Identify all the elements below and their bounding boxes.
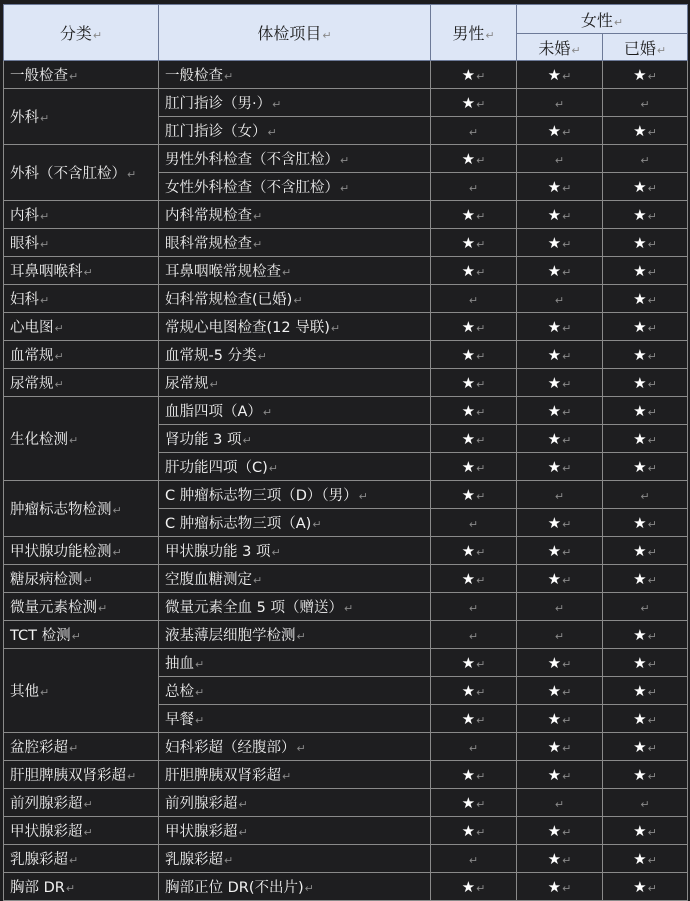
unmarried-mark-cell: ★↵ xyxy=(517,873,603,901)
exam-item-cell: 肾功能 3 项↵ xyxy=(159,425,431,453)
married-mark-cell: ↵ xyxy=(603,89,688,117)
category-cell: 前列腺彩超↵ xyxy=(4,789,159,817)
married-mark-cell: ★↵ xyxy=(603,453,688,481)
category-cell: 尿常规↵ xyxy=(4,369,159,397)
category-cell: 糖尿病检测↵ xyxy=(4,565,159,593)
unmarried-mark-cell: ↵ xyxy=(517,481,603,509)
unmarried-mark-cell: ↵ xyxy=(517,285,603,313)
star-icon: ★ xyxy=(633,681,647,700)
male-mark-cell: ★↵ xyxy=(431,229,517,257)
table-row xyxy=(4,89,688,117)
category-cell: 乳腺彩超↵ xyxy=(4,845,159,873)
star-icon: ★ xyxy=(461,65,476,84)
exam-item-cell: 妇科彩超（经腹部）↵ xyxy=(159,733,431,761)
exam-item-cell: 甲状腺功能 3 项↵ xyxy=(159,537,431,565)
exam-item-cell: 血常规-5 分类↵ xyxy=(159,341,431,369)
exam-item-cell: 女性外科检查（不含肛检）↵ xyxy=(159,173,431,201)
male-mark-cell: ★↵ xyxy=(431,61,517,89)
table-row xyxy=(4,733,688,761)
star-icon: ★ xyxy=(461,429,476,448)
married-mark-cell: ↵ xyxy=(603,789,688,817)
star-icon: ★ xyxy=(547,569,562,588)
category-cell: 肿瘤标志物检测↵ xyxy=(4,481,159,537)
male-mark-cell: ★↵ xyxy=(431,761,517,789)
category-cell: 内科↵ xyxy=(4,201,159,229)
star-icon: ★ xyxy=(547,205,562,224)
exam-item-cell: C 肿瘤标志物三项（A)↵ xyxy=(159,509,431,537)
star-icon: ★ xyxy=(633,261,647,280)
married-mark-cell: ↵ xyxy=(603,593,688,621)
star-icon: ★ xyxy=(633,765,647,784)
exam-item-cell: 内科常规检查↵ xyxy=(159,201,431,229)
male-mark-cell: ★↵ xyxy=(431,453,517,481)
star-icon: ★ xyxy=(461,233,476,252)
married-mark-cell: ★↵ xyxy=(603,425,688,453)
male-mark-cell: ★↵ xyxy=(431,817,517,845)
male-mark-cell: ↵ xyxy=(431,285,517,313)
star-icon: ★ xyxy=(633,401,647,420)
male-mark-cell: ★↵ xyxy=(431,677,517,705)
unmarried-mark-cell: ★↵ xyxy=(517,229,603,257)
married-mark-cell: ★↵ xyxy=(603,341,688,369)
star-icon: ★ xyxy=(461,569,476,588)
unmarried-mark-cell: ↵ xyxy=(517,789,603,817)
category-cell: 眼科↵ xyxy=(4,229,159,257)
star-icon: ★ xyxy=(633,625,647,644)
star-icon: ★ xyxy=(461,765,476,784)
star-icon: ★ xyxy=(633,877,647,896)
category-cell: 甲状腺彩超↵ xyxy=(4,817,159,845)
star-icon: ★ xyxy=(461,457,476,476)
male-mark-cell: ★↵ xyxy=(431,481,517,509)
star-icon: ★ xyxy=(547,261,562,280)
unmarried-mark-cell: ★↵ xyxy=(517,845,603,873)
category-cell: TCT 检测↵ xyxy=(4,621,159,649)
star-icon: ★ xyxy=(547,429,562,448)
unmarried-mark-cell: ★↵ xyxy=(517,705,603,733)
table-row xyxy=(4,621,688,649)
exam-items-table xyxy=(3,4,688,901)
exam-item-cell: 一般检查↵ xyxy=(159,61,431,89)
table-row xyxy=(4,817,688,845)
star-icon: ★ xyxy=(461,709,476,728)
star-icon: ★ xyxy=(547,345,562,364)
table-row xyxy=(4,257,688,285)
category-cell: 甲状腺功能检测↵ xyxy=(4,537,159,565)
male-mark-cell: ★↵ xyxy=(431,341,517,369)
table-row xyxy=(4,313,688,341)
unmarried-header: 未婚↵ xyxy=(517,34,603,61)
male-mark-cell: ↵ xyxy=(431,845,517,873)
star-icon: ★ xyxy=(461,793,476,812)
table-row xyxy=(4,397,688,425)
star-icon: ★ xyxy=(633,513,647,532)
star-icon: ★ xyxy=(547,681,562,700)
category-cell: 盆腔彩超↵ xyxy=(4,733,159,761)
star-icon: ★ xyxy=(633,653,647,672)
unmarried-mark-cell: ★↵ xyxy=(517,565,603,593)
married-mark-cell: ★↵ xyxy=(603,397,688,425)
male-mark-cell: ↵ xyxy=(431,173,517,201)
exam-item-cell: 早餐↵ xyxy=(159,705,431,733)
married-mark-cell: ★↵ xyxy=(603,761,688,789)
star-icon: ★ xyxy=(461,93,476,112)
married-mark-cell: ★↵ xyxy=(603,117,688,145)
male-mark-cell: ★↵ xyxy=(431,873,517,901)
unmarried-mark-cell: ★↵ xyxy=(517,817,603,845)
table-header xyxy=(4,5,688,61)
female-header: 女性↵ xyxy=(517,5,688,34)
married-mark-cell: ↵ xyxy=(603,145,688,173)
star-icon: ★ xyxy=(547,317,562,336)
table-row xyxy=(4,789,688,817)
table-row xyxy=(4,145,688,173)
star-icon: ★ xyxy=(547,709,562,728)
star-icon: ★ xyxy=(547,457,562,476)
star-icon: ★ xyxy=(461,541,476,560)
star-icon: ★ xyxy=(547,541,562,560)
category-cell: 妇科↵ xyxy=(4,285,159,313)
exam-item-cell: 甲状腺彩超↵ xyxy=(159,817,431,845)
exam-item-cell: 胸部正位 DR(不出片)↵ xyxy=(159,873,431,901)
category-cell: 外科（不含肛检）↵ xyxy=(4,145,159,201)
unmarried-mark-cell: ★↵ xyxy=(517,509,603,537)
unmarried-mark-cell: ★↵ xyxy=(517,173,603,201)
exam-item-header: 体检项目↵ xyxy=(159,5,431,61)
star-icon: ★ xyxy=(633,849,647,868)
table-row xyxy=(4,845,688,873)
exam-item-cell: 妇科常规检查(已婚)↵ xyxy=(159,285,431,313)
male-mark-cell: ↵ xyxy=(431,117,517,145)
unmarried-mark-cell: ★↵ xyxy=(517,369,603,397)
unmarried-mark-cell: ★↵ xyxy=(517,397,603,425)
married-mark-cell: ★↵ xyxy=(603,229,688,257)
table-row xyxy=(4,565,688,593)
married-mark-cell: ★↵ xyxy=(603,537,688,565)
married-mark-cell: ★↵ xyxy=(603,285,688,313)
married-mark-cell: ★↵ xyxy=(603,257,688,285)
category-cell: 耳鼻咽喉科↵ xyxy=(4,257,159,285)
star-icon: ★ xyxy=(461,821,476,840)
unmarried-mark-cell: ★↵ xyxy=(517,453,603,481)
star-icon: ★ xyxy=(461,205,476,224)
unmarried-mark-cell: ★↵ xyxy=(517,341,603,369)
male-mark-cell: ★↵ xyxy=(431,145,517,173)
category-cell: 其他↵ xyxy=(4,649,159,733)
married-mark-cell: ★↵ xyxy=(603,621,688,649)
category-cell: 心电图↵ xyxy=(4,313,159,341)
star-icon: ★ xyxy=(461,373,476,392)
star-icon: ★ xyxy=(461,653,476,672)
star-icon: ★ xyxy=(633,429,647,448)
star-icon: ★ xyxy=(461,345,476,364)
category-header: 分类↵ xyxy=(4,5,159,61)
unmarried-mark-cell: ★↵ xyxy=(517,61,603,89)
married-header: 已婚↵ xyxy=(603,34,688,61)
star-icon: ★ xyxy=(461,261,476,280)
exam-item-cell: 肛门指诊（男·）↵ xyxy=(159,89,431,117)
exam-item-cell: 肝胆脾胰双肾彩超↵ xyxy=(159,761,431,789)
male-mark-cell: ★↵ xyxy=(431,201,517,229)
table-row xyxy=(4,593,688,621)
married-mark-cell: ★↵ xyxy=(603,705,688,733)
star-icon: ★ xyxy=(633,373,647,392)
star-icon: ★ xyxy=(547,65,562,84)
married-mark-cell: ★↵ xyxy=(603,873,688,901)
star-icon: ★ xyxy=(547,121,562,140)
star-icon: ★ xyxy=(461,149,476,168)
star-icon: ★ xyxy=(461,317,476,336)
exam-item-cell: C 肿瘤标志物三项（D）（男）↵ xyxy=(159,481,431,509)
star-icon: ★ xyxy=(461,401,476,420)
table-row xyxy=(4,537,688,565)
star-icon: ★ xyxy=(461,681,476,700)
star-icon: ★ xyxy=(547,765,562,784)
exam-item-cell: 尿常规↵ xyxy=(159,369,431,397)
star-icon: ★ xyxy=(633,121,647,140)
male-mark-cell: ★↵ xyxy=(431,313,517,341)
exam-item-cell: 微量元素全血 5 项（赠送）↵ xyxy=(159,593,431,621)
male-mark-cell: ★↵ xyxy=(431,257,517,285)
table-row xyxy=(4,61,688,89)
star-icon: ★ xyxy=(461,877,476,896)
unmarried-mark-cell: ↵ xyxy=(517,145,603,173)
exam-item-cell: 乳腺彩超↵ xyxy=(159,845,431,873)
table-row xyxy=(4,229,688,257)
male-header: 男性↵ xyxy=(431,5,517,61)
table-row xyxy=(4,341,688,369)
unmarried-mark-cell: ★↵ xyxy=(517,537,603,565)
exam-item-cell: 肝功能四项（C)↵ xyxy=(159,453,431,481)
exam-item-cell: 前列腺彩超↵ xyxy=(159,789,431,817)
category-cell: 胸部 DR↵ xyxy=(4,873,159,901)
star-icon: ★ xyxy=(633,345,647,364)
star-icon: ★ xyxy=(633,457,647,476)
unmarried-mark-cell: ★↵ xyxy=(517,313,603,341)
exam-item-cell: 眼科常规检查↵ xyxy=(159,229,431,257)
table-row xyxy=(4,481,688,509)
star-icon: ★ xyxy=(547,233,562,252)
star-icon: ★ xyxy=(547,737,562,756)
married-mark-cell: ★↵ xyxy=(603,817,688,845)
married-mark-cell: ★↵ xyxy=(603,313,688,341)
married-mark-cell: ★↵ xyxy=(603,173,688,201)
male-mark-cell: ★↵ xyxy=(431,425,517,453)
unmarried-mark-cell: ★↵ xyxy=(517,117,603,145)
exam-item-cell: 液基薄层细胞学检测↵ xyxy=(159,621,431,649)
unmarried-mark-cell: ↵ xyxy=(517,593,603,621)
unmarried-mark-cell: ★↵ xyxy=(517,733,603,761)
table-row xyxy=(4,285,688,313)
category-cell: 生化检测↵ xyxy=(4,397,159,481)
male-mark-cell: ↵ xyxy=(431,593,517,621)
star-icon: ★ xyxy=(547,513,562,532)
exam-item-cell: 抽血↵ xyxy=(159,649,431,677)
star-icon: ★ xyxy=(633,289,647,308)
star-icon: ★ xyxy=(633,233,647,252)
star-icon: ★ xyxy=(547,821,562,840)
male-mark-cell: ↵ xyxy=(431,621,517,649)
unmarried-mark-cell: ★↵ xyxy=(517,761,603,789)
male-mark-cell: ★↵ xyxy=(431,89,517,117)
star-icon: ★ xyxy=(547,849,562,868)
exam-item-cell: 男性外科检查（不含肛检）↵ xyxy=(159,145,431,173)
male-mark-cell: ↵ xyxy=(431,509,517,537)
exam-item-cell: 血脂四项（A）↵ xyxy=(159,397,431,425)
male-mark-cell: ★↵ xyxy=(431,369,517,397)
unmarried-mark-cell: ↵ xyxy=(517,621,603,649)
exam-item-cell: 肛门指诊（女）↵ xyxy=(159,117,431,145)
unmarried-mark-cell: ↵ xyxy=(517,89,603,117)
exam-item-cell: 耳鼻咽喉常规检查↵ xyxy=(159,257,431,285)
married-mark-cell: ★↵ xyxy=(603,677,688,705)
star-icon: ★ xyxy=(633,821,647,840)
table-row xyxy=(4,649,688,677)
star-icon: ★ xyxy=(547,177,562,196)
star-icon: ★ xyxy=(547,373,562,392)
category-cell: 肝胆脾胰双肾彩超↵ xyxy=(4,761,159,789)
star-icon: ★ xyxy=(633,205,647,224)
exam-item-cell: 常规心电图检查(12 导联)↵ xyxy=(159,313,431,341)
male-mark-cell: ★↵ xyxy=(431,649,517,677)
male-mark-cell: ★↵ xyxy=(431,789,517,817)
unmarried-mark-cell: ★↵ xyxy=(517,677,603,705)
table-row xyxy=(4,873,688,901)
star-icon: ★ xyxy=(461,485,476,504)
star-icon: ★ xyxy=(547,653,562,672)
category-cell: 一般检查↵ xyxy=(4,61,159,89)
married-mark-cell: ★↵ xyxy=(603,845,688,873)
male-mark-cell: ★↵ xyxy=(431,705,517,733)
table-row xyxy=(4,761,688,789)
table-body xyxy=(4,61,688,901)
unmarried-mark-cell: ★↵ xyxy=(517,201,603,229)
married-mark-cell: ★↵ xyxy=(603,733,688,761)
married-mark-cell: ★↵ xyxy=(603,509,688,537)
married-mark-cell: ★↵ xyxy=(603,369,688,397)
star-icon: ★ xyxy=(633,709,647,728)
exam-item-cell: 空腹血糖测定↵ xyxy=(159,565,431,593)
exam-item-cell: 总检↵ xyxy=(159,677,431,705)
married-mark-cell: ★↵ xyxy=(603,649,688,677)
star-icon: ★ xyxy=(547,877,562,896)
star-icon: ★ xyxy=(633,737,647,756)
star-icon: ★ xyxy=(633,177,647,196)
married-mark-cell: ★↵ xyxy=(603,61,688,89)
table-row xyxy=(4,369,688,397)
male-mark-cell: ↵ xyxy=(431,733,517,761)
married-mark-cell: ↵ xyxy=(603,481,688,509)
table-row xyxy=(4,201,688,229)
category-cell: 外科↵ xyxy=(4,89,159,145)
unmarried-mark-cell: ★↵ xyxy=(517,649,603,677)
male-mark-cell: ★↵ xyxy=(431,537,517,565)
male-mark-cell: ★↵ xyxy=(431,565,517,593)
star-icon: ★ xyxy=(633,65,647,84)
star-icon: ★ xyxy=(633,569,647,588)
category-cell: 血常规↵ xyxy=(4,341,159,369)
star-icon: ★ xyxy=(547,401,562,420)
married-mark-cell: ★↵ xyxy=(603,565,688,593)
male-mark-cell: ★↵ xyxy=(431,397,517,425)
unmarried-mark-cell: ★↵ xyxy=(517,257,603,285)
unmarried-mark-cell: ★↵ xyxy=(517,425,603,453)
married-mark-cell: ★↵ xyxy=(603,201,688,229)
category-cell: 微量元素检测↵ xyxy=(4,593,159,621)
star-icon: ★ xyxy=(633,541,647,560)
star-icon: ★ xyxy=(633,317,647,336)
